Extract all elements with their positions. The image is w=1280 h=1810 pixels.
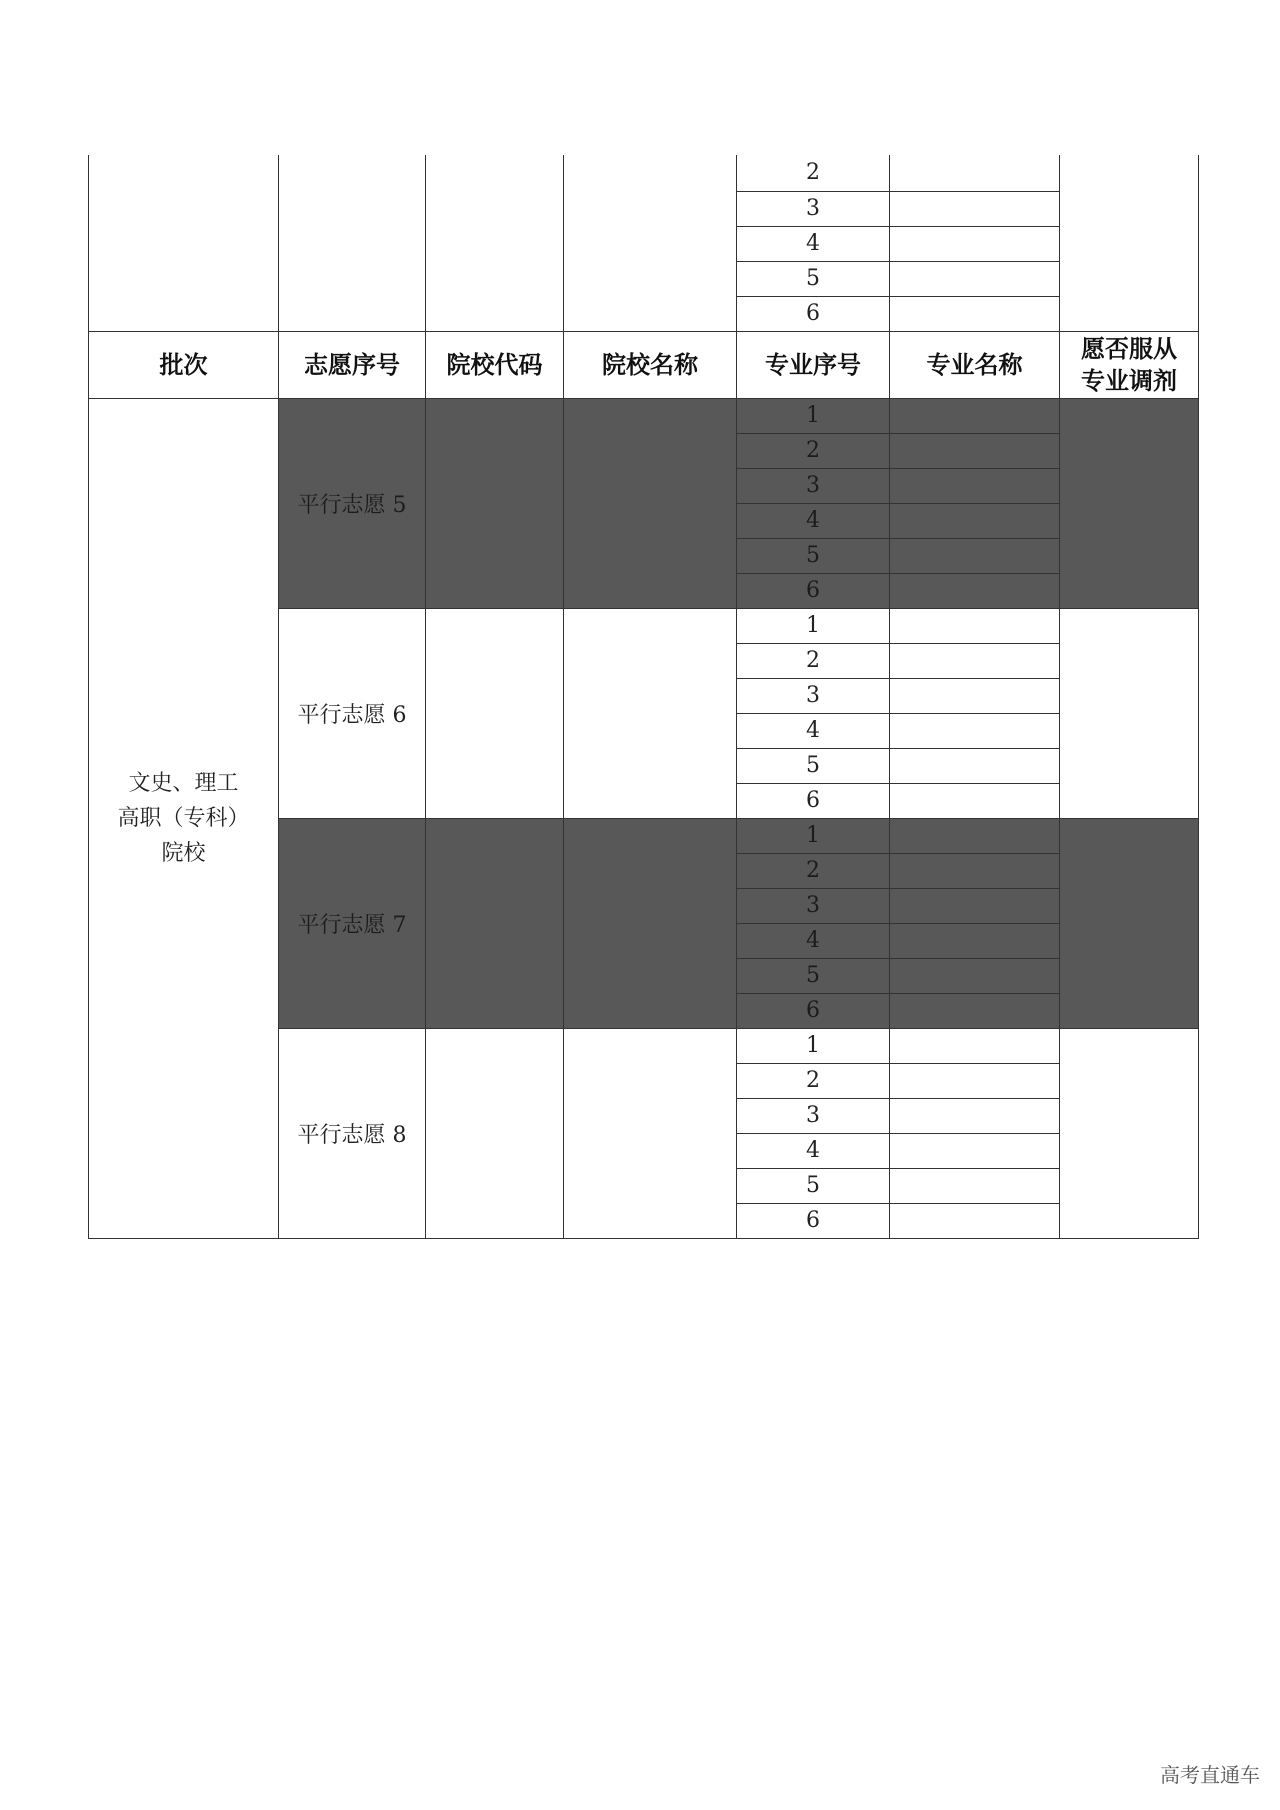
school-name-cell[interactable] (564, 608, 737, 818)
school-code-cell[interactable] (426, 398, 564, 608)
major-name-cell[interactable] (890, 993, 1060, 1028)
major-name-cell[interactable] (890, 888, 1060, 923)
major-number: 5 (737, 261, 890, 296)
major-number: 1 (737, 1028, 890, 1063)
header-volunteer-no: 志愿序号 (279, 331, 426, 398)
major-number: 6 (737, 993, 890, 1028)
header-accept-adjust-line1: 愿否服从 (1081, 334, 1177, 363)
batch-cell (89, 398, 279, 1238)
header-school-code: 院校代码 (426, 331, 564, 398)
batch-label-line3: 院校 (161, 840, 206, 866)
major-number: 3 (737, 468, 890, 503)
major-number: 4 (737, 503, 890, 538)
major-name-cell[interactable] (890, 226, 1060, 261)
volunteer-label: 平行志愿 5 (279, 398, 426, 608)
major-number: 6 (737, 296, 890, 331)
major-name-cell[interactable] (890, 1028, 1060, 1063)
major-number: 3 (737, 1098, 890, 1133)
major-name-cell[interactable] (890, 1203, 1060, 1238)
table-body (89, 155, 1199, 1238)
major-name-cell[interactable] (890, 296, 1060, 331)
major-number: 4 (737, 713, 890, 748)
major-name-cell[interactable] (890, 608, 1060, 643)
major-number: 2 (737, 1063, 890, 1098)
batch-label-line1: 文史、理工 (128, 770, 239, 796)
major-row (89, 398, 1199, 433)
major-name-cell[interactable] (890, 958, 1060, 993)
volunteer-label: 平行志愿 6 (279, 608, 426, 818)
major-number: 3 (737, 888, 890, 923)
header-batch: 批次 (89, 331, 279, 398)
watermark: 高考直通车 (1160, 1763, 1260, 1787)
school-code-cell[interactable] (426, 608, 564, 818)
major-number: 5 (737, 958, 890, 993)
header-accept-adjust (1060, 331, 1199, 398)
major-number: 5 (737, 1168, 890, 1203)
accept-adjust-cell[interactable] (1060, 398, 1199, 608)
school-name-cell[interactable] (564, 1028, 737, 1238)
major-name-cell[interactable] (890, 261, 1060, 296)
major-name-cell[interactable] (890, 155, 1060, 191)
major-number: 4 (737, 923, 890, 958)
accept-adjust-cell[interactable] (1060, 1028, 1199, 1238)
major-name-cell[interactable] (890, 573, 1060, 608)
major-name-cell[interactable] (890, 853, 1060, 888)
major-number: 3 (737, 191, 890, 226)
volunteer-label: 平行志愿 7 (279, 818, 426, 1028)
major-name-cell[interactable] (890, 923, 1060, 958)
continuation-school-name-cell[interactable] (564, 155, 737, 331)
major-name-cell[interactable] (890, 1133, 1060, 1168)
major-number: 5 (737, 538, 890, 573)
major-name-cell[interactable] (890, 643, 1060, 678)
header-school-name: 院校名称 (564, 331, 737, 398)
major-name-cell[interactable] (890, 468, 1060, 503)
major-name-cell[interactable] (890, 398, 1060, 433)
school-name-cell[interactable] (564, 398, 737, 608)
major-name-cell[interactable] (890, 191, 1060, 226)
major-name-cell[interactable] (890, 783, 1060, 818)
volunteer-label: 平行志愿 8 (279, 1028, 426, 1238)
continuation-volunteer-cell (279, 155, 426, 331)
school-name-cell[interactable] (564, 818, 737, 1028)
header-major-name: 专业名称 (890, 331, 1060, 398)
major-number: 2 (737, 433, 890, 468)
volunteer-form-table (88, 155, 1199, 1239)
school-code-cell[interactable] (426, 1028, 564, 1238)
continuation-adjust-cell[interactable] (1060, 155, 1199, 331)
major-number: 5 (737, 748, 890, 783)
major-number: 1 (737, 608, 890, 643)
major-name-cell[interactable] (890, 1098, 1060, 1133)
major-number: 3 (737, 678, 890, 713)
batch-label-line2: 高职（专科） (117, 805, 250, 831)
major-name-cell[interactable] (890, 678, 1060, 713)
major-number: 6 (737, 573, 890, 608)
major-name-cell[interactable] (890, 1063, 1060, 1098)
school-code-cell[interactable] (426, 818, 564, 1028)
accept-adjust-cell[interactable] (1060, 818, 1199, 1028)
major-name-cell[interactable] (890, 1168, 1060, 1203)
major-number: 6 (737, 1203, 890, 1238)
major-number: 2 (737, 643, 890, 678)
continuation-row (89, 155, 1199, 191)
major-number: 6 (737, 783, 890, 818)
header-accept-adjust-line2: 专业调剂 (1081, 366, 1177, 395)
major-number: 2 (737, 155, 890, 191)
major-name-cell[interactable] (890, 538, 1060, 573)
major-name-cell[interactable] (890, 748, 1060, 783)
major-number: 4 (737, 1133, 890, 1168)
major-name-cell[interactable] (890, 818, 1060, 853)
major-number: 1 (737, 398, 890, 433)
header-major-no: 专业序号 (737, 331, 890, 398)
major-number: 4 (737, 226, 890, 261)
major-name-cell[interactable] (890, 503, 1060, 538)
header-row (89, 331, 1199, 398)
major-number: 1 (737, 818, 890, 853)
major-number: 2 (737, 853, 890, 888)
major-name-cell[interactable] (890, 713, 1060, 748)
major-name-cell[interactable] (890, 433, 1060, 468)
continuation-school-code-cell[interactable] (426, 155, 564, 331)
accept-adjust-cell[interactable] (1060, 608, 1199, 818)
continuation-batch-cell (89, 155, 279, 331)
